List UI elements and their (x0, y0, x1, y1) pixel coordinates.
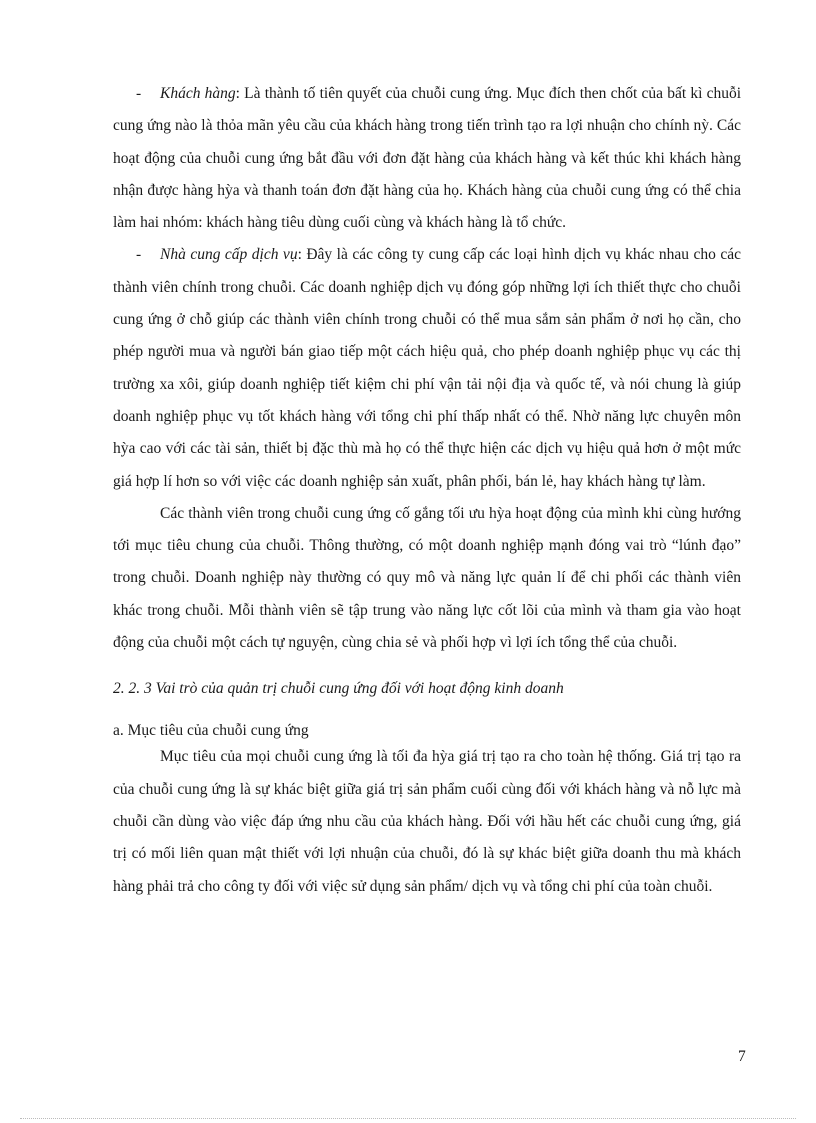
subsection-heading: a. Mục tiêu của chuỗi cung ứng (113, 722, 309, 740)
bullet-service-providers (113, 239, 741, 497)
bullet-customers (113, 78, 741, 239)
section-heading: 2. 2. 3 Vai trò của quản trị chuỗi cung ứng đối với hoạt động kinh doanh (113, 680, 564, 698)
paragraph-goal: Mục tiêu của mọi chuỗi cung ứng là tối đa hỳa giá trị tạo ra cho toàn hệ thống. Giá trị tạo ra của chuỗi cung ứng là sự khác biệt giữa giá trị sản phẩm cuối cùng đối với khách hàng và nỗ lực mà chuỗi cần dùng vào việc đáp ứng nhu cầu của khách hàng. Đối với hầu hết các chuỗi cung ứng, giá trị có mối liên quan mật thiết với lợi nhuận của chuỗi, đó là sự khác biệt giữa doanh thu mà khách hàng phải trả cho công ty đối với việc sử dụng sản phẩm/ dịch vụ và tổng chi phí của toàn chuỗi. (113, 748, 741, 895)
page-number: 7 (738, 1048, 746, 1065)
bullet-term: Khách hàng (160, 85, 236, 102)
bullet-term: Nhà cung cấp dịch vụ (160, 246, 298, 264)
bullet-text: : Là thành tố tiên quyết của chuỗi cung ứng. Mục đích then chốt của bất kì chuỗi cung ứng nào là thỏa mãn yêu cầu của khách hàng trong tiến trình tạo ra lợi nhuận cho chính nỳ. Các hoạt động của chuỗi cung ứng bắt đầu với đơn đặt hàng của khách hàng và kết thúc khi khách hàng nhận được hàng hỳa và thanh toán đơn đặt hàng của họ. Khách hàng của chuỗi cung ứng có thể chia làm hai nhóm: khách hàng tiêu dùng cuối cùng và khách hàng là tổ chức. (113, 85, 742, 232)
page-content (113, 78, 741, 903)
page-bottom-rule (20, 1118, 796, 1119)
bullet-dash: - (136, 85, 142, 102)
bullet-dash: - (136, 246, 142, 264)
paragraph-members: Các thành viên trong chuỗi cung ứng cố gắng tối ưu hỳa hoạt động của mình khi cùng hướng tới mục tiêu chung của chuỗi. Thông thường, có một doanh nghiệp mạnh đóng vai trò “lúnh đạo” trong chuỗi. Doanh nghiệp này thường có quy mô và năng lực quản lí để chi phối các thành viên khác trong chuỗi. Mỗi thành viên sẽ tập trung vào năng lực cốt lõi của mình và tham gia vào hoạt động của chuỗi một cách tự nguyện, cùng chia sẻ và phối hợp vì lợi ích tổng thể của chuỗi. (113, 504, 741, 652)
bullet-text: : Đây là các công ty cung cấp các loại hình dịch vụ khác nhau cho các thành viên chính trong chuỗi. Các doanh nghiệp dịch vụ đóng góp những lợi ích thiết thực cho chuỗi cung ứng ở chỗ giúp các thành viên chính trong chuỗi có thể mua sắm sản phẩm ở nơi họ cần, cho phép người mua và người bán giao tiếp một cách hiệu quả, cho phép doanh nghiệp phục vụ các thị trường xa xôi, giúp doanh nghiệp tiết kiệm chi phí vận tải nội địa và quốc tế, và nói chung là giúp doanh nghiệp phục vụ tốt khách hàng với tổng chi phí thấp nhất có thể. Nhờ năng lực chuyên môn hỳa cao với các tài sản, thiết bị đặc thù mà họ có thể thực hiện các dịch vụ hiệu quả hơn ở một mức giá hợp lí hơn so với việc các doanh nghiệp sản xuất, phân phối, bán lẻ, hay khách hàng tự làm. (113, 246, 742, 490)
